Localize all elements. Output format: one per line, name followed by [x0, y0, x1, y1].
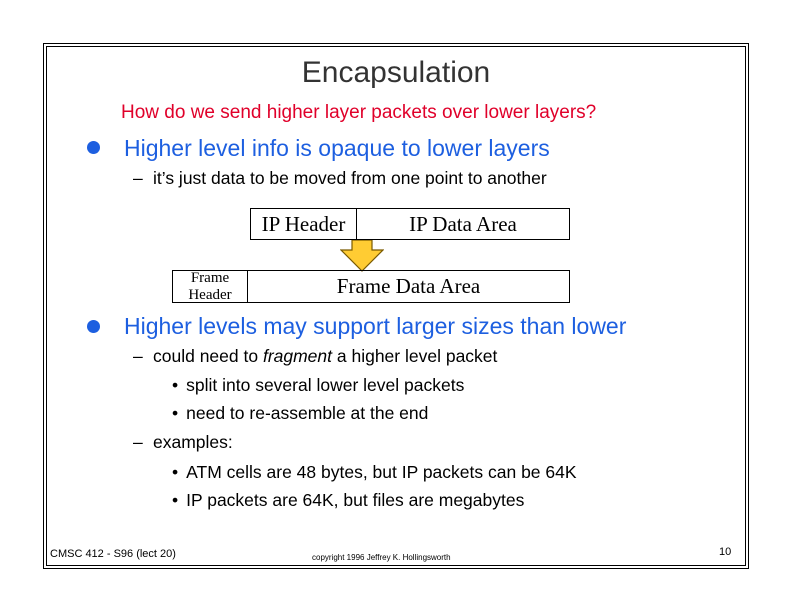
ip-data-box	[356, 208, 570, 240]
bullet-2-text: Higher levels may support larger sizes than lower	[124, 313, 627, 339]
bullet-1-text: Higher level info is opaque to lower layers	[124, 135, 550, 161]
down-arrow-icon	[340, 240, 384, 272]
slide-title: Encapsulation	[301, 56, 491, 89]
bullet-dot-icon	[87, 320, 100, 333]
footer-copyright: copyright 1996 Jeffrey K. Hollingsworth	[312, 553, 451, 562]
bullet-2-sub-sub-item: • ATM cells are 48 bytes, but IP packets can be 64K	[172, 462, 577, 482]
page-number: 10	[719, 546, 732, 558]
ip-header-box	[250, 208, 357, 240]
bullet-1-sub-item: – it’s just data to be moved from one point to another	[133, 168, 547, 188]
slide-inner-border	[46, 46, 746, 566]
ip-data-label: IP Data Area	[409, 211, 517, 236]
bullet-2-sub-sub-item: • IP packets are 64K, but files are megabytes	[172, 490, 525, 510]
frame-header-box	[172, 270, 248, 303]
footer-course: CMSC 412 - S96 (lect 20)	[50, 548, 176, 560]
frame-header-label-2: Header	[188, 286, 232, 303]
bullet-dot-icon	[87, 141, 100, 154]
bullet-2-sub-item: – examples:	[133, 432, 233, 452]
ip-header-label: IP Header	[261, 211, 346, 236]
frame-data-label: Frame Data Area	[336, 274, 481, 298]
slide-subtitle: How do we send higher layer packets over lower layers?	[121, 102, 597, 123]
frame-data-box	[247, 270, 570, 303]
bullet-2-sub-sub-item: • split into several lower level packets	[172, 375, 465, 395]
frame-header-label-1: Frame	[190, 269, 230, 286]
fragment-term: fragment	[262, 346, 333, 366]
bullet-2-sub-sub-item: • need to re-assemble at the end	[172, 403, 429, 423]
bullet-2-sub-item: – could need to fragment a higher level packet	[133, 346, 498, 366]
